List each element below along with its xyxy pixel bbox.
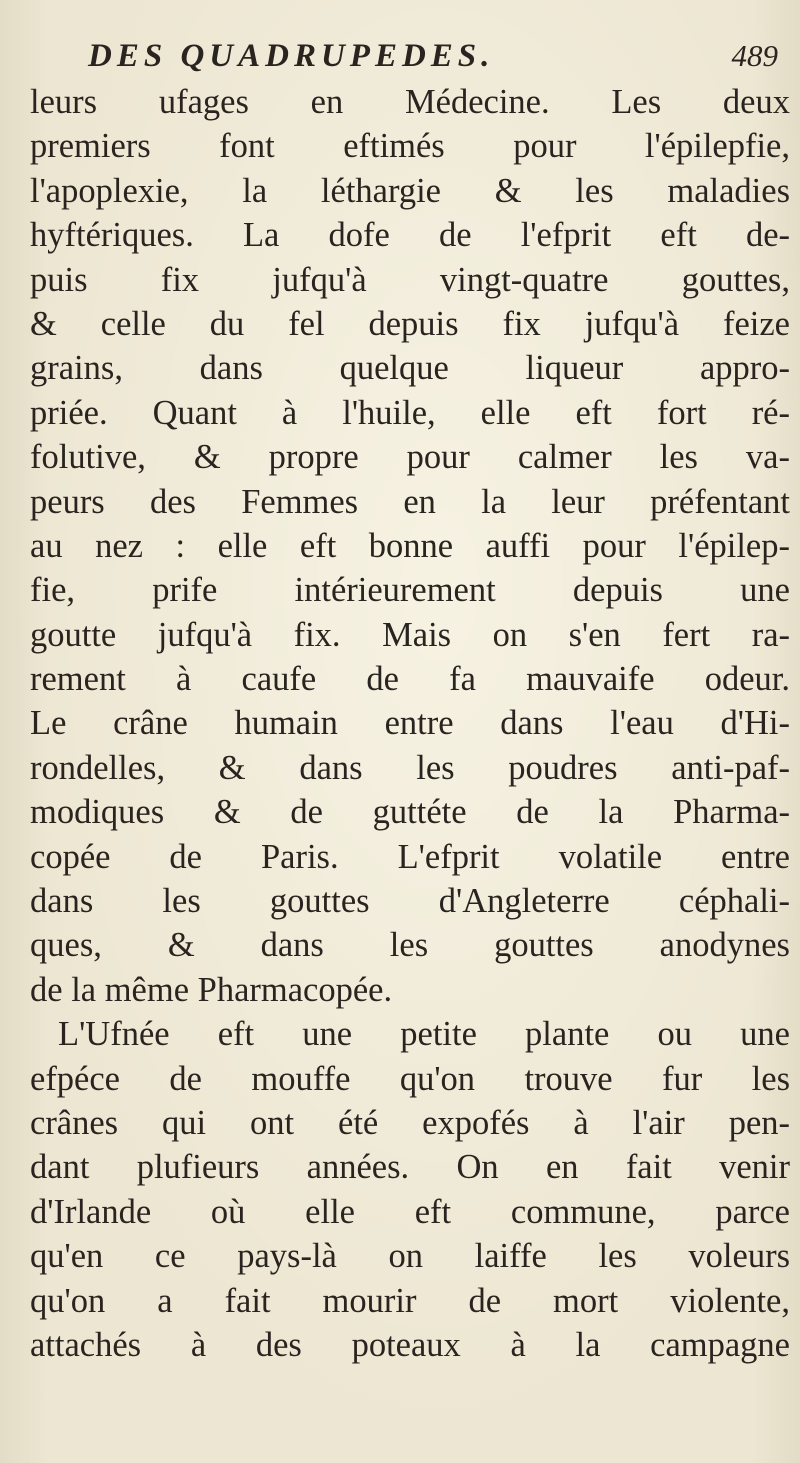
text-line: efpéce de mouffe qu'on trouve fur les [30, 1059, 790, 1098]
text-line: au nez : elle eft bonne auffi pour l'épilep- [30, 526, 790, 565]
text-line: l'apoplexie, la léthargie & les maladies [30, 171, 790, 210]
text-line: & celle du fel depuis fix jufqu'à feize [30, 304, 790, 343]
text-line: rement à caufe de fa mauvaife odeur. [30, 660, 790, 699]
text-line: fie, prife intérieurement depuis une [30, 571, 790, 610]
text-line: ques, & dans les gouttes anodynes [30, 926, 790, 965]
text-line: peurs des Femmes en la leur préfentant [30, 482, 790, 521]
text-line: dant plufieurs années. On en fait venir [30, 1148, 790, 1187]
text-line: rondelles, & dans les poudres anti-paf- [30, 748, 790, 787]
text-line: premiers font eftimés pour l'épilepfie, [30, 127, 790, 166]
text-line: leurs ufages en Médecine. Les deux [30, 83, 790, 121]
text-line: Le crâne humain entre dans l'eau d'Hi- [30, 704, 790, 743]
text-line: qu'en ce pays-là on laiffe les voleurs [30, 1237, 790, 1276]
text-line: folutive, & propre pour calmer les va- [30, 438, 790, 477]
text-line: crânes qui ont été expofés à l'air pen- [30, 1103, 790, 1142]
text-line: qu'on a fait mourir de mort violente, [30, 1281, 790, 1320]
text-line: goutte jufqu'à fix. Mais on s'en fert ra- [30, 615, 790, 654]
text-line: puis fix jufqu'à vingt-quatre gouttes, [30, 260, 790, 299]
text-line: modiques & de guttéte de la Pharma- [30, 793, 790, 832]
text-line: L'Ufnée eft une petite plante ou une [58, 1015, 790, 1054]
text-line: hyftériques. La dofe de l'efprit eft de- [30, 216, 790, 255]
text-line: priée. Quant à l'huile, elle eft fort ré- [30, 393, 790, 432]
text-line: de la même Pharmacopée. [30, 970, 393, 1009]
text-line: copée de Paris. L'efprit volatile entre [30, 837, 790, 876]
text-line: attachés à des poteaux à la campagne [30, 1325, 790, 1364]
page-header [88, 38, 778, 78]
text-line: d'Irlande où elle eft commune, parce [30, 1192, 790, 1231]
text-line: dans les gouttes d'Angleterre céphali- [30, 882, 790, 921]
running-title: DES QUADRUPEDES. [88, 38, 495, 74]
text-line: grains, dans quelque liqueur appro- [30, 349, 790, 388]
body-text [30, 80, 790, 1367]
page-number: 489 [731, 38, 778, 73]
